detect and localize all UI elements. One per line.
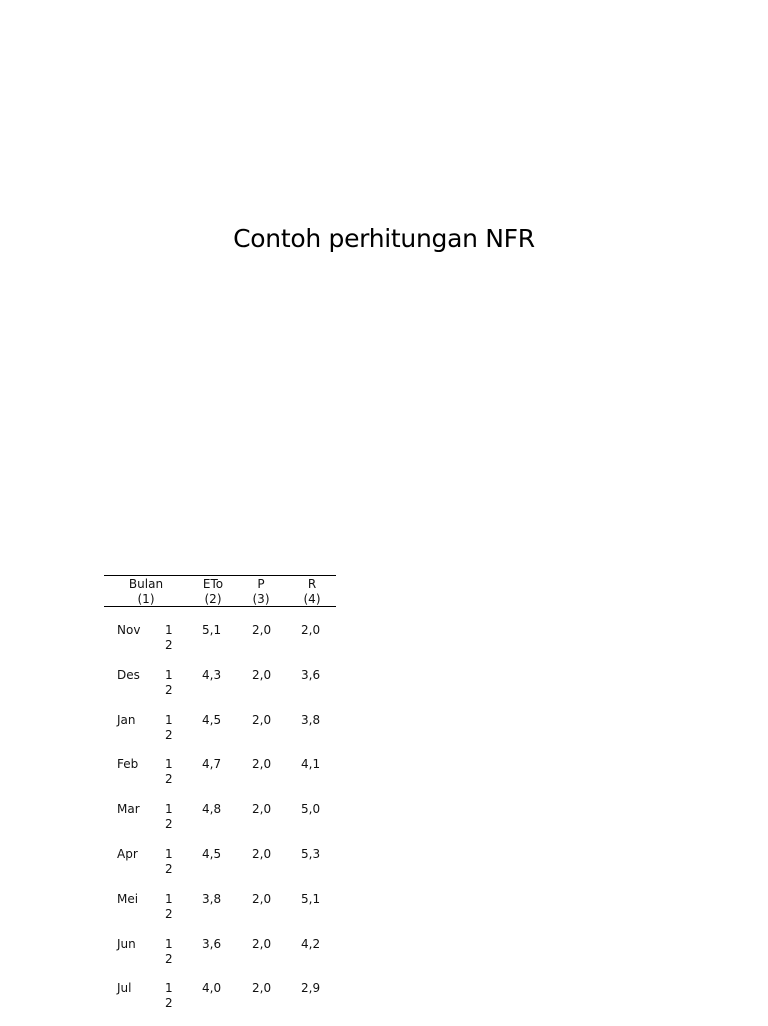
r-cell: 2,9 — [301, 981, 321, 996]
eto-cell: 4,3 — [202, 667, 222, 682]
r-cell: 3,6 — [301, 667, 321, 682]
page-title: Contoh perhitungan NFR — [233, 224, 535, 253]
header-number: (1) — [137, 592, 155, 606]
header-eto — [198, 577, 228, 607]
table-row — [104, 892, 336, 937]
half-month-cell: 1 2 — [165, 712, 173, 742]
header-number: (2) — [204, 592, 222, 606]
half-month-cell: 1 2 — [165, 667, 173, 697]
eto-cell: 3,6 — [202, 936, 222, 951]
month-cell: Jul — [117, 981, 132, 996]
month-cell: Feb — [117, 757, 139, 772]
month-cell: Mar — [117, 802, 140, 817]
half-month-cell: 1 2 — [165, 936, 173, 966]
header-label: Bulan — [128, 577, 164, 591]
half-month-cell: 1 2 — [165, 981, 173, 1011]
r-cell: 2,0 — [301, 623, 321, 637]
p-cell: 2,0 — [252, 891, 272, 906]
table-row — [104, 623, 336, 668]
r-cell: 3,8 — [301, 712, 321, 727]
r-cell: 5,0 — [301, 802, 321, 817]
eto-cell: 3,8 — [202, 891, 222, 906]
header-label: R — [307, 577, 317, 591]
half-month-cell: 1 2 — [165, 802, 173, 832]
header-number: (4) — [303, 592, 321, 606]
p-cell: 2,0 — [252, 623, 272, 637]
p-cell: 2,0 — [252, 981, 272, 996]
month-cell: Apr — [117, 846, 138, 861]
r-cell: 4,2 — [301, 936, 321, 951]
table-header-rule — [104, 606, 336, 607]
eto-cell: 4,7 — [202, 757, 222, 772]
table-top-rule — [104, 575, 336, 576]
half-month-cell: 1 2 — [165, 891, 173, 921]
half-month-cell: 1 2 — [165, 623, 173, 652]
table-row — [104, 757, 336, 802]
header-label: P — [257, 577, 265, 591]
month-cell: Jun — [117, 936, 136, 951]
eto-cell: 4,8 — [202, 802, 222, 817]
header-number: (3) — [252, 592, 270, 606]
table-row — [104, 713, 336, 758]
table-row — [104, 937, 336, 982]
p-cell: 2,0 — [252, 667, 272, 682]
p-cell: 2,0 — [252, 712, 272, 727]
table-row — [104, 981, 336, 1026]
table-row — [104, 668, 336, 713]
p-cell: 2,0 — [252, 757, 272, 772]
month-cell: Des — [117, 667, 140, 682]
eto-cell: 4,5 — [202, 712, 222, 727]
p-cell: 2,0 — [252, 802, 272, 817]
p-cell: 2,0 — [252, 846, 272, 861]
r-cell: 4,1 — [301, 757, 321, 772]
half-month-cell: 1 2 — [165, 757, 173, 787]
header-label: ETo — [202, 577, 224, 591]
half-month-cell: 1 2 — [165, 846, 173, 876]
month-cell: Mei — [117, 891, 139, 906]
header-r — [297, 577, 327, 607]
p-cell: 2,0 — [252, 936, 272, 951]
header-p — [246, 577, 276, 607]
eto-cell: 4,0 — [202, 981, 222, 996]
r-cell: 5,1 — [301, 891, 321, 906]
table-body — [104, 623, 336, 1026]
r-cell: 5,3 — [301, 846, 321, 861]
table-row — [104, 802, 336, 847]
month-cell: Jan — [117, 712, 136, 727]
eto-cell: 5,1 — [202, 623, 222, 637]
header-bulan — [118, 577, 174, 607]
month-cell: Nov — [117, 623, 141, 637]
table-row — [104, 847, 336, 892]
eto-cell: 4,5 — [202, 846, 222, 861]
